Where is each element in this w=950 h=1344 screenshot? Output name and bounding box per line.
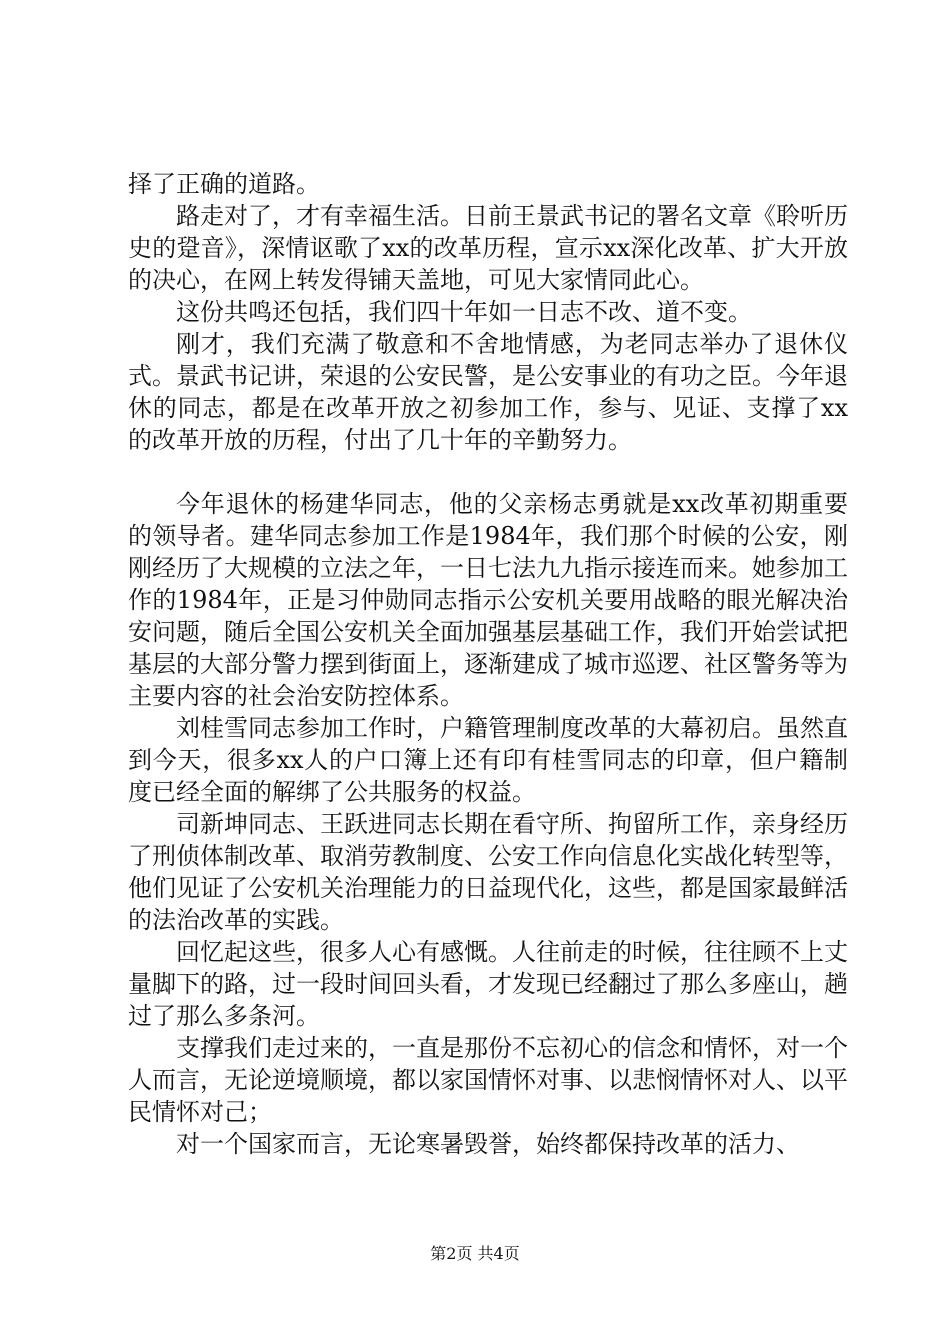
document-body bbox=[128, 168, 848, 1160]
paragraph-6: 刘桂雪同志参加工作时，户籍管理制度改革的大幕初启。虽然直到今天，很多xx人的户口簿上还有印有桂雪同志的印章，但户籍制度已经全面的解绑了公共服务的权益。 bbox=[128, 714, 848, 806]
paragraph-7: 司新坤同志、王跃进同志长期在看守所、拘留所工作，亲身经历了刑侦体制改革、取消劳教制度、公安工作向信息化实战化转型等，他们见证了公安机关治理能力的日益现代化，这些，都是国家最鲜活的法治改革的实践。 bbox=[128, 810, 848, 934]
paragraph-4: 刚才，我们充满了敬意和不舍地情感，为老同志举办了退休仪式。景武书记讲，荣退的公安民警，是公安事业的有功之臣。今年退休的同志，都是在改革开放之初参加工作，参与、见证、支撑了xx的改革开放的历程，付出了几十年的辛勤努力。 bbox=[128, 330, 848, 454]
paragraph-2: 路走对了，才有幸福生活。日前王景武书记的署名文章《聆听历史的跫音》，深情讴歌了xx的改革历程，宣示xx深化改革、扩大开放的决心，在网上转发得铺天盖地，可见大家情同此心。 bbox=[128, 202, 848, 294]
paragraph-spacer bbox=[128, 456, 848, 488]
paragraph-5: 今年退休的杨建华同志，他的父亲杨志勇就是xx改革初期重要的领导者。建华同志参加工作是1984年，我们那个时候的公安，刚刚经历了大规模的立法之年，一日七法九九指示接连而来。她参加工作的1984年，正是习仲勋同志指示公安机关要用战略的眼光解决治安问题，随后全国公安机关全面加强基层基础工作，我们开始尝试把基层的大部分警力摆到街面上，逐渐建成了城市巡逻、社区警务等为主要内容的社会治安防控体系。 bbox=[128, 490, 848, 710]
paragraph-1: 择了正确的道路。 bbox=[128, 170, 320, 198]
paragraph-8: 回忆起这些，很多人心有感慨。人往前走的时候，往往顾不上丈量脚下的路，过一段时间回头看，才发现已经翻过了那么多座山，趟过了那么多条河。 bbox=[128, 938, 848, 1030]
page-footer: 第2页 共4页 bbox=[430, 1244, 520, 1263]
paragraph-10: 对一个国家而言，无论寒暑毁誉，始终都保持改革的活力、 bbox=[176, 1130, 800, 1158]
paragraph-3: 这份共鸣还包括，我们四十年如一日志不改、道不变。 bbox=[176, 298, 752, 326]
paragraph-9: 支撑我们走过来的，一直是那份不忘初心的信念和情怀，对一个人而言，无论逆境顺境，都以家国情怀对事、以悲悯情怀对人、以平民情怀对己； bbox=[128, 1034, 848, 1126]
